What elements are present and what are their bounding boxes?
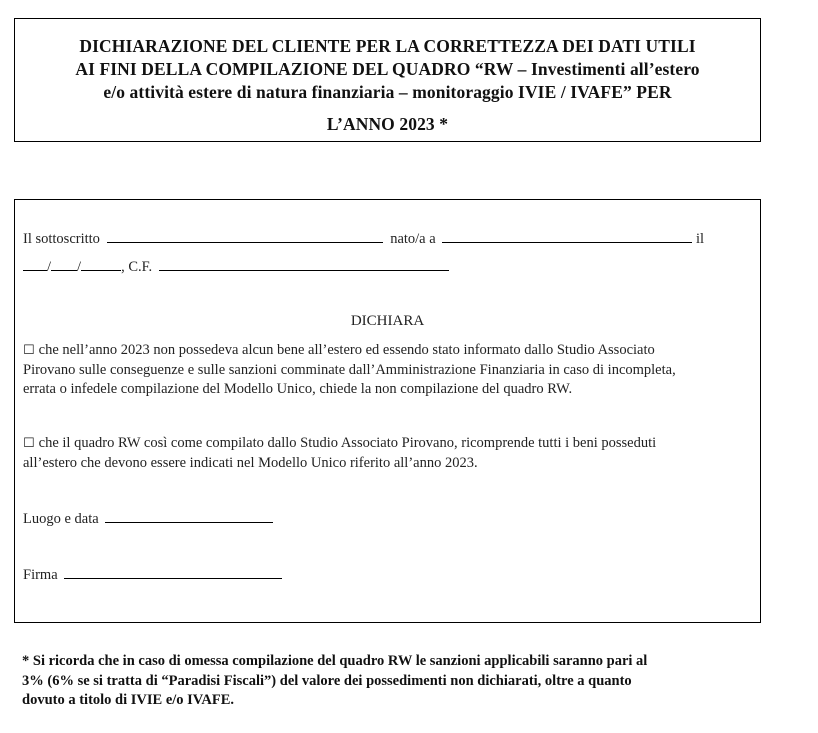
- birth-year-field[interactable]: [81, 258, 121, 271]
- option-1-line-1: che nell’anno 2023 non possedeva alcun bene all’estero ed essendo stato informato dallo Studio Associato: [38, 342, 655, 358]
- place-date-row: [23, 510, 273, 528]
- title-box: [14, 18, 761, 142]
- footnote-line-2: 3% (6% se si tratta di “Paradisi Fiscali”) del valore dei possedimenti non dichiarati, oltre a quanto: [22, 672, 632, 689]
- option-2-line-1: che il quadro RW così come compilato dallo Studio Associato Pirovano, ricomprende tutti i beni posseduti: [38, 435, 657, 451]
- born-label: nato/a a: [390, 231, 436, 247]
- option-2: [23, 434, 753, 473]
- birthdate-cf-row: [23, 258, 449, 276]
- birth-month-field[interactable]: [51, 258, 77, 271]
- footnote-line-3: dovuto a titolo di IVIE e/o IVAFE.: [22, 692, 235, 708]
- declaration-form: [14, 199, 761, 623]
- cf-label: , C.F.: [121, 259, 153, 275]
- footnote-line-1: * Si ricorda che in caso di omessa compilazione del quadro RW le sanzioni applicabili saranno pari al: [22, 653, 648, 669]
- signature-row: [23, 566, 282, 584]
- option-1-checkbox[interactable]: ☐: [23, 343, 35, 358]
- option-1: [23, 341, 753, 400]
- option-1-line-3: errata o infedele compilazione del Modello Unico, chiede la non compilazione del quadro RW.: [23, 381, 573, 397]
- signature-label: Firma: [23, 567, 58, 583]
- title-line-3: e/o attività estere di natura finanziaria – monitoraggio IVIE / IVAFE” PER: [103, 82, 672, 102]
- option-1-line-2: Pirovano sulle conseguenze e sulle sanzioni comminate dall’Amministrazione Finanziaria in caso di incompleta,: [23, 361, 676, 378]
- option-2-checkbox[interactable]: ☐: [23, 436, 35, 451]
- place-date-field[interactable]: [105, 510, 273, 523]
- title-line-4: L’ANNO 2023 *: [326, 114, 449, 134]
- birth-day-field[interactable]: [23, 258, 47, 271]
- footnote: [22, 652, 762, 711]
- date-separator-2: /: [77, 259, 82, 275]
- undersigned-row: [23, 230, 704, 248]
- date-label: il: [695, 231, 704, 247]
- undersigned-name-field[interactable]: [107, 230, 383, 243]
- undersigned-label: Il sottoscritto: [23, 231, 100, 247]
- date-separator-1: /: [47, 259, 52, 275]
- title-line-2: AI FINI DELLA COMPILAZIONE DEL QUADRO “RW – Investimenti all’estero: [75, 59, 700, 79]
- signature-field[interactable]: [64, 566, 282, 579]
- title-line-1: DICHIARAZIONE DEL CLIENTE PER LA CORRETTEZZA DEI DATI UTILI: [79, 36, 696, 56]
- place-date-label: Luogo e data: [23, 511, 99, 527]
- birthplace-field[interactable]: [442, 230, 692, 243]
- declares-heading: DICHIARA: [350, 313, 425, 329]
- option-2-line-2: all’estero che devono essere indicati nel Modello Unico riferito all’anno 2023.: [23, 454, 478, 471]
- tax-code-field[interactable]: [159, 258, 449, 271]
